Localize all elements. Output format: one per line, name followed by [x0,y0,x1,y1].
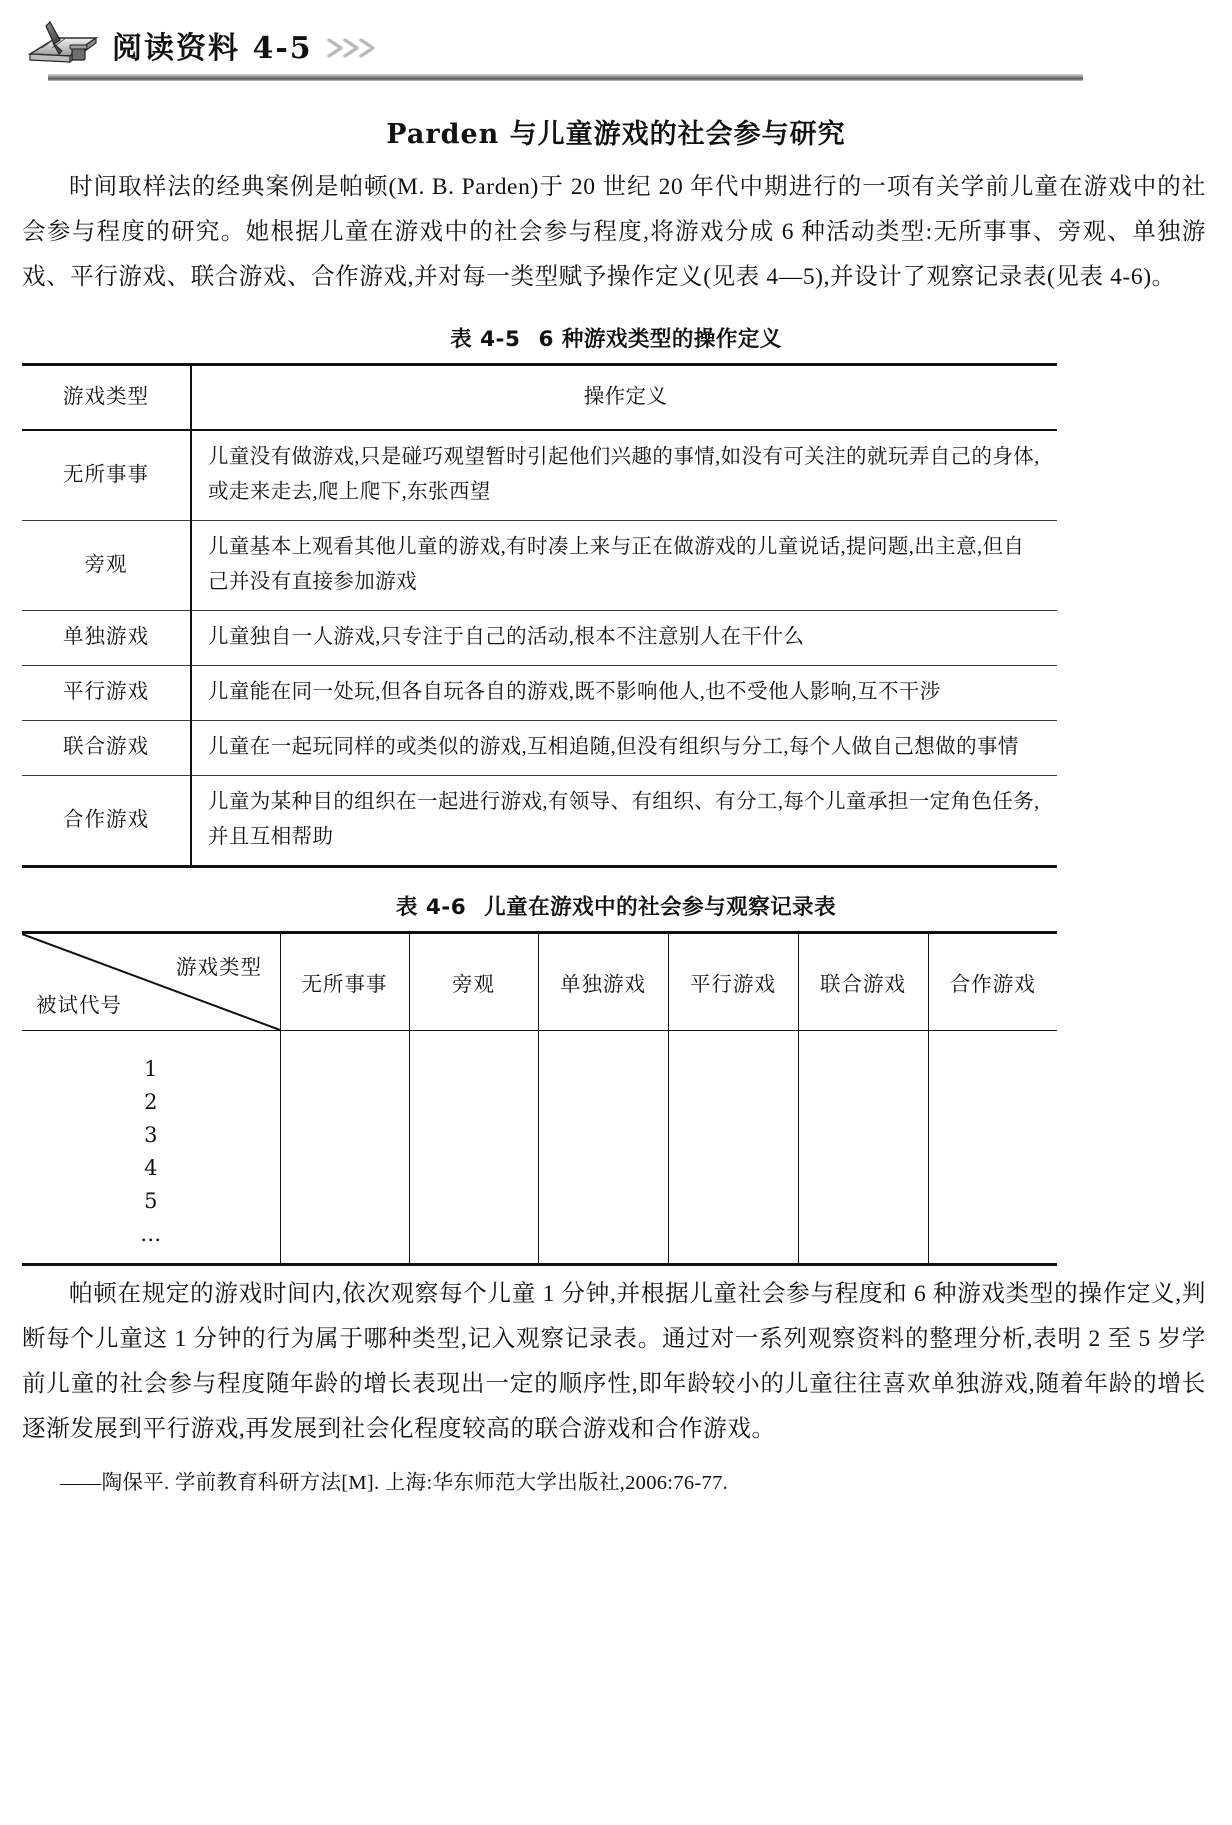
table45-cell-type: 旁观 [22,521,191,611]
table46-empty-cell[interactable] [280,1031,409,1265]
table-row [22,776,1057,867]
reading-material-header [0,12,1232,86]
table45-cell-definition: 儿童没有做游戏,只是碰巧观望暂时引起他们兴趣的事情,如没有可关注的就玩弄自己的身体,或走来走去,爬上爬下,东张西望 [191,430,1057,521]
book-pen-icon [26,18,100,70]
table45-cell-type: 平行游戏 [22,666,191,721]
table46-caption-number: 表 4-6 [395,895,467,920]
table45-header-type: 游戏类型 [22,365,191,431]
table46-empty-cell[interactable] [798,1031,928,1265]
table45-cell-definition: 儿童为某种目的组织在一起进行游戏,有领导、有组织、有分工,每个儿童承担一定角色任务,并且互相帮助 [191,776,1057,867]
table45-header-row [22,365,1057,431]
subject-code-list [22,1031,280,1251]
list-item: 3 [144,1123,158,1147]
table46-header-col-1: 无所事事 [280,933,409,1031]
table45-caption [0,322,1232,353]
table45-wrapper [22,363,1208,868]
citation-reference: ——陶保平. 学前教育科研方法[M]. 上海:华东师范大学出版社,2006:76-77. [60,1472,729,1494]
table46-corner-bottom-label: 被试代号 [36,995,122,1017]
page-title: Parden 与儿童游戏的社会参与研究 [386,119,846,150]
table-row [22,666,1057,721]
table46-wrapper [22,931,1208,1266]
table-play-type-definitions [22,363,1057,868]
table46-header-col-5: 联合游戏 [798,933,928,1031]
table-row [22,430,1057,521]
table45-cell-definition: 儿童能在同一处玩,但各自玩各自的游戏,既不影响他人,也不受他人影响,互不干涉 [191,666,1057,721]
table46-header-row [22,933,1057,1031]
chevron-right-icon [325,35,387,66]
table45-cell-definition: 儿童独自一人游戏,只专注于自己的活动,根本不注意别人在干什么 [191,611,1057,666]
table45-header-definition: 操作定义 [191,365,1057,431]
header-divider [48,74,1083,81]
table46-header-col-6: 合作游戏 [928,933,1057,1031]
table45-caption-title: 6 种游戏类型的操作定义 [538,327,782,352]
table46-empty-cell[interactable] [409,1031,538,1265]
table-row [22,521,1057,611]
intro-paragraph: 时间取样法的经典案例是帕顿(M. B. Parden)于 20 世纪 20 年代中期进行的一项有关学前儿童在游戏中的社会参与程度的研究。她根据儿童在游戏中的社会参与程度,将游戏分成 6 种活动类型:无所事事、旁观、单独游戏、平行游戏、联合游戏、合作游戏,并对每一类型赋予操作定义(见表 4—5),并设计了观察记录表(见表 4-6)。 [22,174,1206,290]
table45-cell-type: 无所事事 [22,430,191,521]
list-item: 5 [144,1189,158,1213]
list-item: 4 [144,1156,158,1180]
list-item: 1 [144,1057,158,1081]
table46-caption [0,890,1232,921]
table46-body-row [22,1031,1057,1265]
table46-empty-cell[interactable] [538,1031,668,1265]
table-row [22,721,1057,776]
table46-header-col-3: 单独游戏 [538,933,668,1031]
table45-cell-definition: 儿童在一起玩同样的或类似的游戏,互相追随,但没有组织与分工,每个人做自己想做的事情 [191,721,1057,776]
table46-empty-cell[interactable] [928,1031,1057,1265]
table46-corner-cell [22,933,280,1031]
table46-header-col-4: 平行游戏 [668,933,798,1031]
table46-corner-top-label: 游戏类型 [176,957,262,979]
table-observation-record [22,931,1057,1266]
table-row [22,611,1057,666]
table46-caption-title: 儿童在游戏中的社会参与观察记录表 [484,895,837,920]
table46-subject-code-column [22,1031,280,1265]
table45-cell-type: 单独游戏 [22,611,191,666]
table45-cell-definition: 儿童基本上观看其他儿童的游戏,有时凑上来与正在做游戏的儿童说话,提问题,出主意,但自己并没有直接参加游戏 [191,521,1057,611]
table46-header-col-2: 旁观 [409,933,538,1031]
table45-cell-type: 联合游戏 [22,721,191,776]
list-item: 2 [144,1090,158,1114]
list-item: … [140,1222,162,1246]
header-title: 阅读资料 4-5 [112,31,313,66]
table45-caption-number: 表 4-5 [450,327,521,352]
table45-cell-type: 合作游戏 [22,776,191,867]
document-page [0,12,1232,1825]
diagonal-split-cell [22,934,280,1030]
header-inner [26,12,1232,68]
conclusion-paragraph: 帕顿在规定的游戏时间内,依次观察每个儿童 1 分钟,并根据儿童社会参与程度和 6 种游戏类型的操作定义,判断每个儿童这 1 分钟的行为属于哪种类型,记入观察记录表。通过对一系列观察资料的整理分析,表明 2 至 5 岁学前儿童的社会参与程度随年龄的增长表现出一定的顺序性,即年龄较小的儿童往往喜欢单独游戏,随着年龄的增长逐渐发展到平行游戏,再发展到社会化程度较高的联合游戏和合作游戏。 [22,1281,1206,1442]
table46-empty-cell[interactable] [668,1031,798,1265]
